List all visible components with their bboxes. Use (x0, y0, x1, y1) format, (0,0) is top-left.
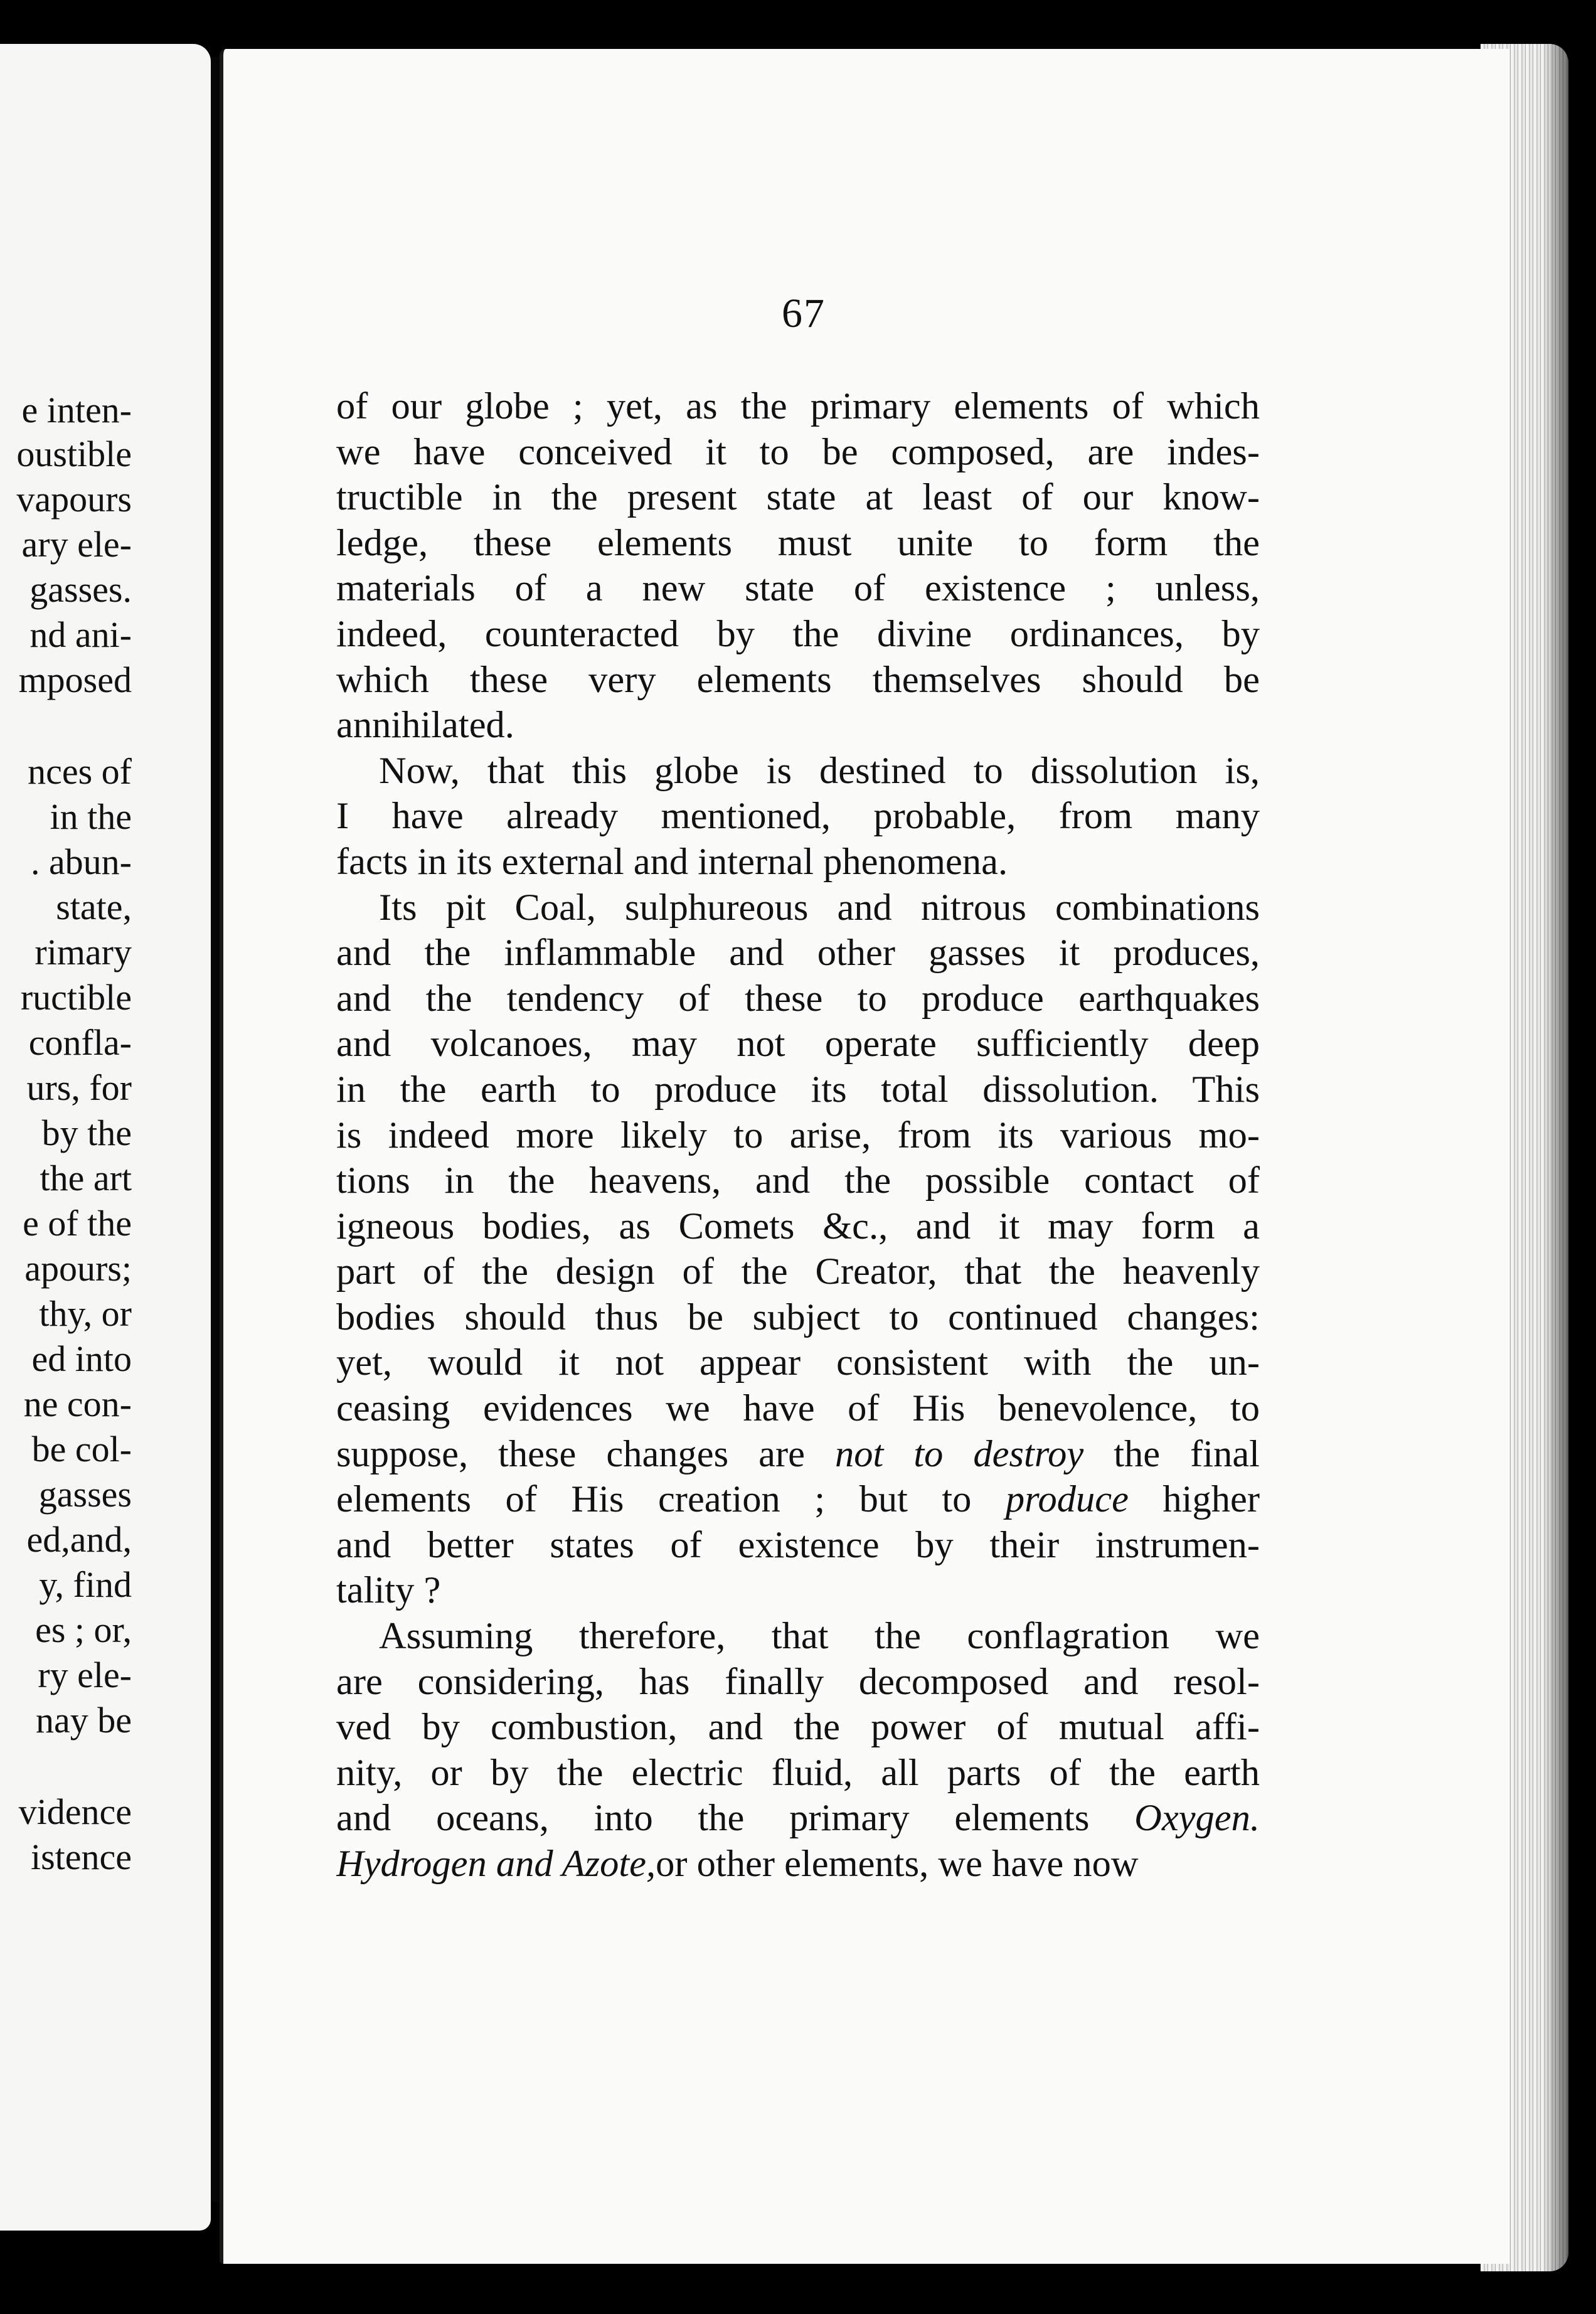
text-line: ceasing evidences we have of His benevolence, to (336, 1387, 1260, 1430)
text-line: annihilated. (336, 704, 514, 747)
facing-page-line: . abun- (30, 841, 132, 882)
facing-page-line: istence (30, 1837, 132, 1877)
facing-page-line: in the (50, 796, 132, 837)
text-line: are considering, has finally decomposed and resol- (336, 1660, 1260, 1703)
facing-page-line: by the (41, 1112, 132, 1153)
facing-page-line: gasses (38, 1474, 132, 1515)
text-line: is indeed more likely to arise, from its various mo- (336, 1114, 1260, 1156)
facing-page-line: nd ani- (29, 614, 132, 655)
facing-page-line: ne con- (23, 1384, 132, 1424)
facing-page-line: be col- (31, 1429, 132, 1469)
text-line: Hydrogen and Azote,or other elements, we have now (336, 1843, 1139, 1885)
facing-page-line: y, find (39, 1564, 132, 1605)
facing-page-line: nces of (28, 751, 132, 792)
italic-phrase: not to destroy (835, 1432, 1084, 1475)
paragraph (336, 749, 1260, 885)
facing-page-line: the art (40, 1158, 132, 1198)
facing-page-line: vidence (18, 1791, 132, 1832)
text-line: indeed, counteracted by the divine ordinances, by (336, 612, 1260, 655)
facing-page-line: urs, for (26, 1067, 132, 1108)
italic-phrase: Hydrogen and Azote, (336, 1843, 656, 1885)
facing-page-line: vapours (16, 479, 132, 520)
facing-page-line: e of the (23, 1203, 132, 1244)
text-line: Its pit Coal, sulphureous and nitrous combinations (379, 886, 1260, 929)
paragraph (336, 885, 1260, 1614)
text-line: elements of His creation ; but to produce higher (336, 1478, 1260, 1521)
paragraph (336, 384, 1260, 749)
book-gutter (211, 56, 220, 2202)
text-line: Now, that this globe is destined to dissolution is, (379, 749, 1260, 792)
facing-page-line: es ; or, (35, 1609, 132, 1650)
facing-page-line: ed into (31, 1338, 132, 1379)
text-line: I have already mentioned, probable, from many (336, 795, 1260, 838)
text-line: tions in the heavens, and the possible contact of (336, 1160, 1260, 1202)
text-line: ledge, these elements must unite to form the (336, 521, 1260, 564)
text-line: tructible in the present state at least of our know- (336, 476, 1260, 519)
text-line: and oceans, into the primary elements Oxygen. (336, 1797, 1260, 1840)
text-line: ved by combustion, and the power of mutual affi- (336, 1706, 1260, 1749)
facing-page-line: rimary (35, 932, 132, 973)
facing-page-line: gasses. (29, 569, 132, 610)
facing-page-line: mposed (18, 659, 132, 700)
text-line: and the tendency of these to produce earthquakes (336, 977, 1260, 1020)
text-line: and volcanoes, may not operate sufficiently deep (336, 1023, 1260, 1065)
page-body-text (336, 384, 1260, 1887)
text-line: Assuming therefore, that the conflagration we (379, 1615, 1260, 1658)
facing-page-line: e inten- (21, 390, 132, 430)
text-line: bodies should thus be subject to continued changes: (336, 1296, 1260, 1338)
text-line: yet, would it not appear consistent with the un- (336, 1341, 1260, 1384)
text-line: materials of a new state of existence ; unless, (336, 567, 1260, 610)
italic-phrase: produce (1005, 1478, 1129, 1521)
text-line: suppose, these changes are not to destroy the final (336, 1432, 1260, 1475)
facing-page-line: nay be (36, 1700, 132, 1741)
italic-phrase: Oxygen. (1134, 1797, 1260, 1840)
facing-page-line: confla- (28, 1022, 132, 1063)
text-line: in the earth to produce its total dissolution. This (336, 1068, 1260, 1111)
text-line: which these very elements themselves should be (336, 658, 1260, 701)
text-line: facts in its external and internal phenomena. (336, 840, 1008, 883)
facing-page-line: thy, or (39, 1293, 132, 1334)
text-line: part of the design of the Creator, that the heavenly (336, 1250, 1260, 1293)
page-number: 67 (782, 291, 826, 336)
facing-page-line: ructible (20, 977, 132, 1018)
facing-page-line: oustible (16, 434, 132, 474)
text-line: we have conceived it to be composed, are indes- (336, 430, 1260, 473)
text-line: and the inflammable and other gasses it produces, (336, 932, 1260, 974)
text-line: igneous bodies, as Comets &c., and it may form a (336, 1205, 1260, 1247)
facing-page-line: state, (56, 887, 132, 927)
paragraph (336, 1614, 1260, 1887)
facing-page-line: ed,and, (26, 1519, 132, 1560)
facing-page-line: ry ele- (38, 1655, 132, 1695)
text-line: of our globe ; yet, as the primary elements of which (336, 385, 1260, 427)
facing-page-left (0, 44, 211, 2231)
facing-page-line: ary ele- (21, 524, 132, 565)
text-line: tality ? (336, 1569, 441, 1612)
text-line: nity, or by the electric fluid, all parts of the earth (336, 1751, 1260, 1794)
text-line: and better states of existence by their instrumen- (336, 1523, 1260, 1566)
facing-page-line: apours; (24, 1248, 132, 1289)
